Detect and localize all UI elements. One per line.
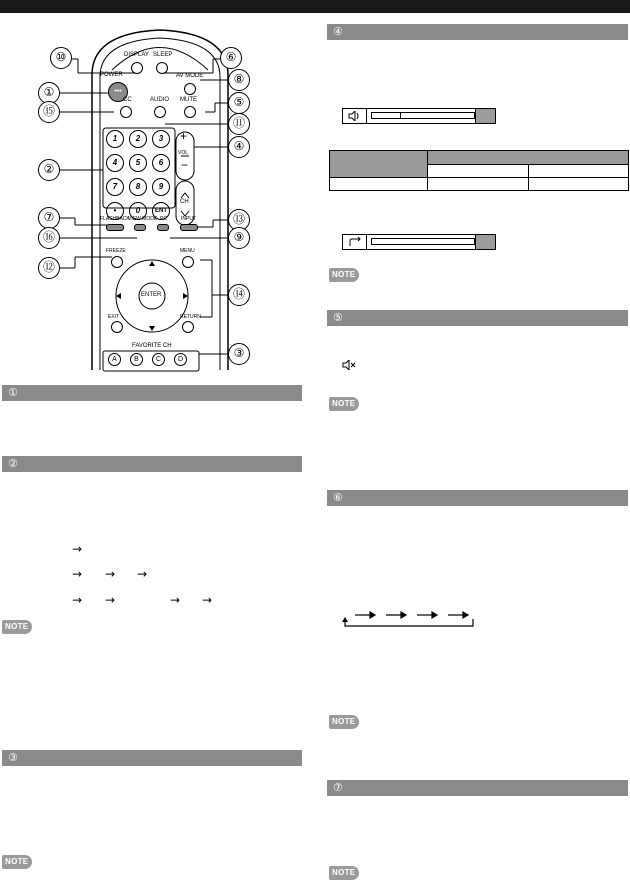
callout-7: ⑦ (38, 207, 60, 229)
page-header-bar (0, 0, 630, 13)
key-dot: • (106, 202, 124, 220)
channel-end-box (475, 235, 495, 249)
sleep-cycle-diagram (340, 610, 480, 630)
vol-minus-icon: − (181, 158, 189, 172)
note-badge: NOTE (329, 866, 359, 880)
audio-label: AUDIO (150, 97, 170, 103)
input-label: INPUT (181, 216, 196, 222)
sleep-label: SLEEP (153, 52, 173, 58)
key-1: 1 (106, 130, 124, 148)
key-5: 5 (129, 154, 147, 172)
display-button (131, 62, 143, 74)
callout-8: ⑧ (228, 69, 250, 91)
callout-12: ⑫ (38, 257, 60, 279)
callout-3: ③ (228, 343, 250, 365)
input-button (180, 224, 198, 231)
key-4: 4 (106, 154, 124, 172)
freeze-button (111, 256, 123, 268)
freeze-label: FREEZE (106, 248, 126, 254)
arrow-icon: → (137, 567, 148, 581)
section-header-3: ③ (2, 750, 302, 766)
arrow-icon: → (105, 567, 116, 581)
table-cell (330, 178, 428, 191)
table-header-cell (428, 165, 529, 178)
vol-plus-icon: + (180, 129, 188, 143)
arrow-icon: → (202, 593, 213, 607)
section-header-2: ② (2, 456, 302, 472)
display-label: DISPLAY (124, 52, 149, 58)
av-mode-label: AV MODE (176, 73, 204, 79)
av-mode-button (184, 83, 196, 95)
table-cell (529, 178, 629, 191)
mute-label: MUTE (180, 97, 197, 103)
vol-label: VOL (178, 150, 189, 156)
table-header-cell (529, 165, 629, 178)
flashback-label: FLASHBACK (100, 216, 130, 222)
key-0: 0 (129, 202, 147, 220)
menu-button (182, 256, 194, 268)
arrow-icon: → (105, 593, 116, 607)
key-2: 2 (129, 130, 147, 148)
arrow-icon: → (72, 542, 83, 556)
callout-13: ⑬ (228, 209, 250, 231)
section-header-1: ① (2, 385, 302, 401)
volume-bar (342, 108, 496, 124)
fav-key-c: C (152, 353, 165, 366)
fav-key-a: A (108, 353, 121, 366)
callout-15: ⑮ (38, 101, 60, 123)
key-ent: ENT (152, 202, 170, 220)
key-3: 3 (152, 130, 170, 148)
callout-4: ④ (228, 136, 250, 158)
mute-indicator-icon (342, 360, 356, 373)
callout-6: ⑥ (220, 47, 242, 69)
key-7: 7 (106, 178, 124, 196)
callout-16: ⑯ (38, 227, 60, 249)
key-6: 6 (152, 154, 170, 172)
power-label: POWER (100, 72, 123, 78)
volume-table (329, 150, 629, 191)
key-8: 8 (129, 178, 147, 196)
volume-level (372, 113, 401, 118)
number-keypad (106, 130, 174, 215)
audio-button (154, 106, 166, 118)
callout-10: ⑩ (50, 47, 72, 69)
favorite-ch-label: FAVORITE CH (132, 343, 172, 349)
volume-track (371, 112, 475, 119)
callout-1: ① (38, 82, 60, 104)
note-badge: NOTE (329, 268, 359, 282)
power-button: ••• (108, 82, 128, 102)
mute-button (184, 106, 196, 118)
volume-end-box (475, 109, 495, 123)
arrow-icon: → (72, 593, 83, 607)
note-badge: NOTE (329, 397, 359, 411)
view-mode-label: VIEW MODE (128, 216, 158, 222)
exit-button (111, 321, 123, 333)
fav-key-d: D (174, 353, 187, 366)
arrow-icon: → (72, 567, 83, 581)
enter-label: ENTER (141, 292, 162, 298)
exit-label: EXIT (108, 314, 120, 320)
flashback-button (106, 224, 124, 231)
menu-label: MENU (180, 248, 195, 254)
table-cell (428, 178, 529, 191)
sleep-button (156, 62, 168, 74)
speaker-icon (343, 109, 367, 123)
callout-2: ② (38, 159, 60, 181)
note-badge: NOTE (329, 715, 359, 729)
cc-label: CC (123, 97, 132, 103)
pc-label: PC (160, 216, 167, 222)
arrow-icon: → (170, 593, 181, 607)
view-mode-button (134, 224, 146, 231)
key-9: 9 (152, 178, 170, 196)
return-button (182, 321, 194, 333)
callout-11: ⑪ (228, 113, 250, 135)
cc-button (120, 106, 132, 118)
ch-label: CH (180, 199, 189, 205)
return-label: RETURN (180, 314, 201, 320)
pc-button (157, 224, 169, 231)
callout-9: ⑨ (228, 227, 250, 249)
channel-icon (343, 235, 367, 249)
table-header-cell (428, 151, 629, 165)
table-header-cell (330, 151, 428, 178)
channel-bar (342, 234, 496, 250)
section-header-4: ④ (327, 24, 628, 40)
favorite-keys (108, 353, 187, 366)
callout-14: ⑭ (228, 284, 250, 306)
section-header-7: ⑦ (327, 780, 628, 796)
channel-track (371, 238, 475, 245)
section-header-6: ⑥ (327, 490, 628, 506)
callout-5: ⑤ (228, 92, 250, 114)
section-header-5: ⑤ (327, 310, 628, 326)
note-badge: NOTE (2, 855, 32, 869)
note-badge: NOTE (2, 620, 32, 634)
fav-key-b: B (130, 353, 143, 366)
